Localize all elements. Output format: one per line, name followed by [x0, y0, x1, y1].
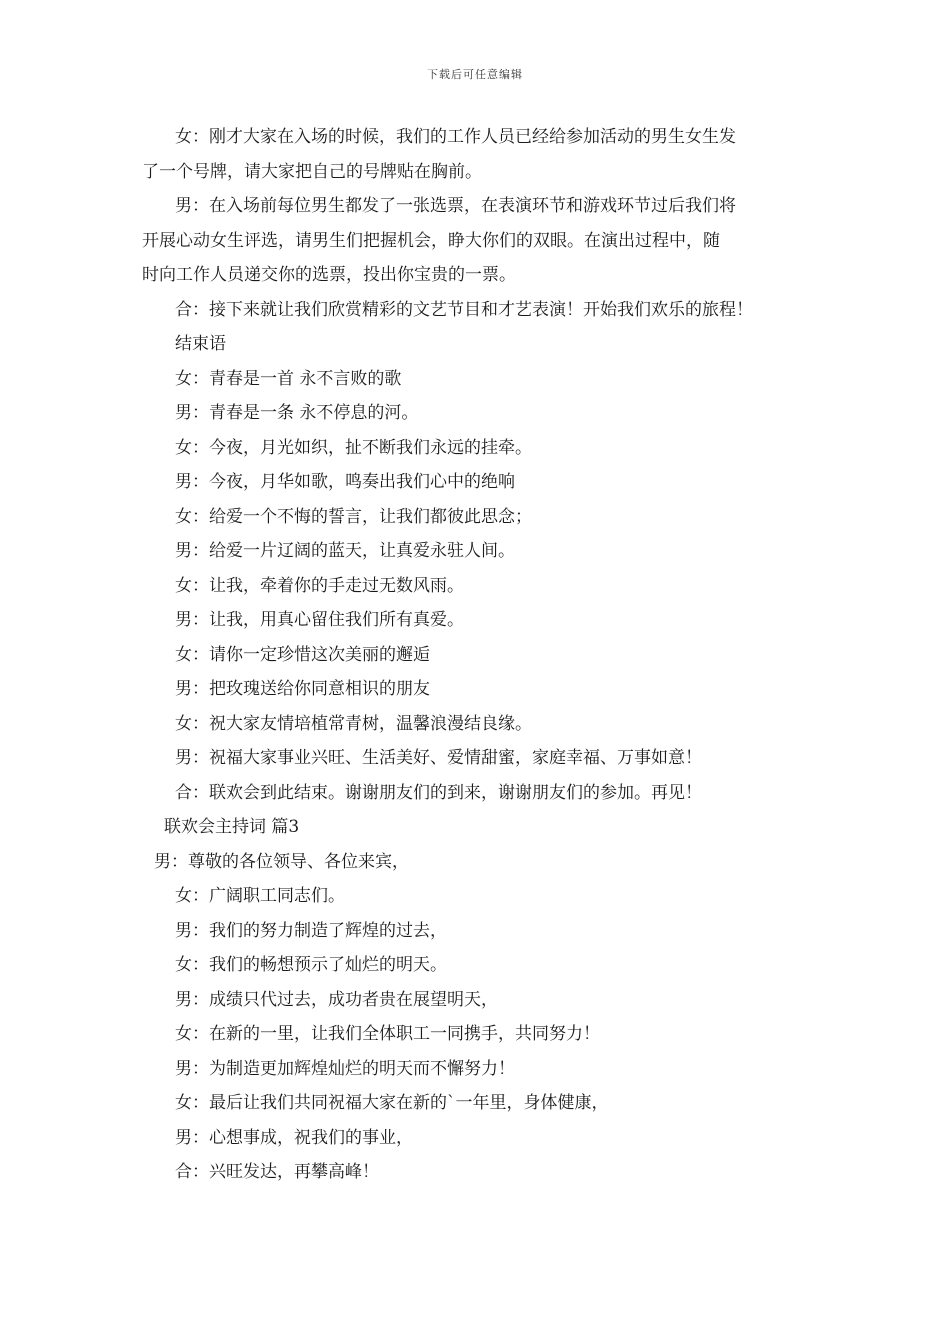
text-line: 女：让我，牵着你的手走过无数风雨。	[175, 575, 464, 596]
text-line: 结束语	[175, 334, 226, 354]
text-line: 女：我们的畅想预示了灿烂的明天。	[175, 955, 447, 975]
text-line: 男：把玫瑰送给你同意相识的朋友	[175, 679, 430, 699]
text-line: 合：兴旺发达，再攀高峰！	[175, 1162, 379, 1182]
text-line: 女：请你一定珍惜这次美丽的邂逅	[175, 644, 430, 665]
text-line: 合：联欢会到此结束。谢谢朋友们的到来，谢谢朋友们的参加。再见！	[175, 782, 702, 803]
text-line: 男：成绩只代过去，成功者贵在展望明天，	[175, 989, 498, 1010]
text-line: 女：祝大家友情培植常青树，温馨浪漫结良缘。	[175, 713, 532, 734]
text-line: 时向工作人员递交你的选票，投出你宝贵的一票。	[142, 265, 516, 285]
page-header: 下载后可任意编辑	[427, 68, 523, 81]
text-line: 开展心动女生评选，请男生们把握机会，睁大你们的双眼。在演出过程中，随	[142, 230, 720, 251]
text-line: 女：在新的一里，让我们全体职工一同携手，共同努力！	[175, 1024, 600, 1044]
text-line: 女：青春是一首 永不言败的歌	[175, 368, 402, 389]
text-line: 男：我们的努力制造了辉煌的过去，	[175, 920, 447, 941]
text-line: 男：祝福大家事业兴旺、生活美好、爱情甜蜜，家庭幸福、万事如意！	[175, 748, 702, 768]
text-line: 男：今夜，月华如歌，鸣奏出我们心中的绝响	[175, 472, 515, 492]
text-line: 男：在入场前每位男生都发了一张选票，在表演环节和游戏环节过后我们将	[175, 196, 736, 216]
text-line: 男：让我，用真心留住我们所有真爱。	[175, 610, 464, 630]
document-body	[142, 120, 822, 1190]
text-line: 男：青春是一条 永不停息的河。	[175, 403, 419, 423]
text-line: 男：给爱一片辽阔的蓝天，让真爱永驻人间。	[175, 541, 515, 561]
text-line: 联欢会主持词 篇3	[164, 817, 300, 837]
text-line: 女：今夜，月光如织，扯不断我们永远的挂牵。	[175, 437, 532, 458]
text-line: 女：刚才大家在入场的时候，我们的工作人员已经给参加活动的男生女生发	[175, 127, 736, 147]
text-line: 合：接下来就让我们欣赏精彩的文艺节目和才艺表演！开始我们欢乐的旅程！	[175, 299, 753, 320]
text-line: 女：广阔职工同志们。	[175, 886, 345, 906]
text-line: 男：为制造更加辉煌灿烂的明天而不懈努力！	[175, 1058, 515, 1079]
text-line: 男：尊敬的各位领导、各位来宾，	[154, 851, 409, 872]
text-line: 女：最后让我们共同祝福大家在新的`一年里，身体健康，	[175, 1093, 609, 1113]
text-line: 男：心想事成，祝我们的事业，	[175, 1127, 413, 1148]
text-line: 女：给爱一个不悔的誓言，让我们都彼此思念；	[175, 506, 532, 527]
text-line: 了一个号牌，请大家把自己的号牌贴在胸前。	[142, 161, 482, 182]
